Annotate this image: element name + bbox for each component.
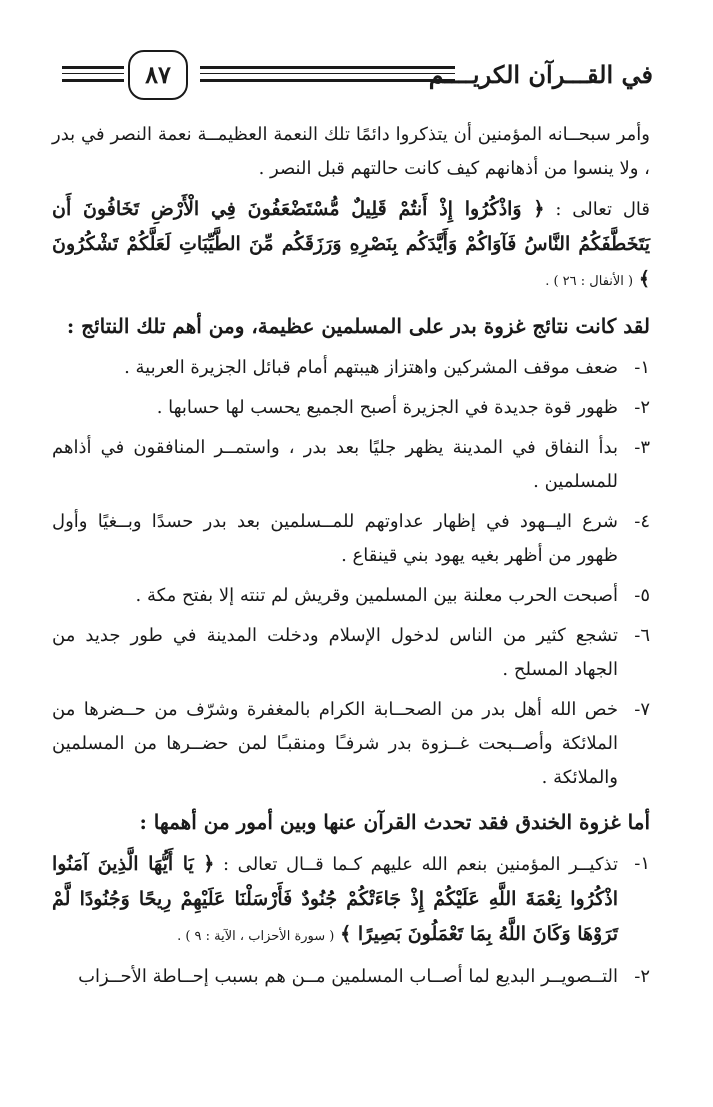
header-rule-left-top: [62, 66, 124, 69]
item-number: ٦-: [634, 625, 650, 646]
header-rule-right-top: [200, 66, 455, 69]
intro-paragraph: وأمر سبحــانه المؤمنين أن يتذكروا دائمًا تلك النعمة العظيمــة نعمة النصر في بدر ، ولا ينسوا من أذهانهم كيف كانت حالتهم قبل النصر .: [52, 124, 650, 179]
header-rule-right-mid: [200, 73, 455, 74]
item-text: شرع اليــهود في إظهار عداوتهم للمــسلمين بعد بدر حسدًا وبــغيًا وأول ظهور من أظهر بغيه يهود بني قينقاع .: [52, 511, 618, 566]
list-item: [52, 351, 650, 385]
item-text: ظهور قوة جديدة في الجزيرة أصبح الجميع يحسب لها حسابها .: [156, 397, 618, 418]
item-text: ضعف موقف المشركين واهتزاز هيبتهم أمام قبائل الجزيرة العربية .: [124, 357, 618, 378]
quran-verse-anfal: ﴿ وَاذْكُرُوا إِذْ أَنتُمْ قَلِيلٌ مُّسْتَضْعَفُونَ فِي الْأَرْضِ تَخَافُونَ أَن يَتَخَطَّفَكُمُ النَّاسُ فَآوَاكُمْ وَأَيَّدَكُم بِنَصْرِهِ وَرَزَقَكُم مِّنَ الطَّيِّبَاتِ لَعَلَّكُمْ تَشْكُرُونَ ﴾: [52, 198, 650, 290]
list-item: [52, 391, 650, 425]
item-number: ٥-: [634, 585, 650, 606]
list-item: [52, 505, 650, 573]
page-header: [0, 0, 713, 110]
item-text: خص الله أهل بدر من الصحــابة الكرام بالمغفرة وشرّف من حــضرها من الملائكة وأصــبحت غــزوة بدر شرفـًا ومنقبـًا لمن حضــرها من المسلمين والملائكة .: [52, 699, 618, 788]
list-item: [52, 579, 650, 613]
header-rule-left-mid: [62, 73, 124, 74]
page-body: [52, 118, 650, 1000]
list-item: [52, 847, 650, 954]
item-number: ٢-: [634, 397, 650, 418]
item-number: ٣-: [634, 437, 650, 458]
header-rule-left-bottom: [62, 79, 124, 82]
khandaq-heading: أما غزوة الخندق فقد تحدث القرآن عنها وبين أمور من أهمها :: [139, 810, 650, 834]
verse-reference-anfal: ( الأنفال : ٢٦ ) .: [545, 274, 634, 289]
item-number: ٤-: [634, 511, 650, 532]
item-text: التــصويــر البديع لما أصــاب المسلمين مــن هم بسبب إحــاطة الأحــزاب: [78, 966, 618, 987]
item-number: ٧-: [634, 699, 650, 720]
running-title: في القـــرآن الكريــــم: [428, 60, 653, 89]
item-text: بدأ النفاق في المدينة يظهر جليًا بعد بدر ، واستمــر المنافقون في أذاهم للمسلمين .: [52, 437, 618, 492]
item-number: ١-: [634, 357, 650, 378]
page-number: ٨٧: [128, 50, 188, 100]
list-item: [52, 431, 650, 499]
list-item: [52, 693, 650, 795]
list-item: [52, 619, 650, 687]
header-rule-right-bottom: [200, 79, 455, 82]
item-number: ٢-: [634, 966, 650, 987]
quran-verse-ahzab: ﴿ يَا أَيُّهَا الَّذِينَ آمَنُوا اذْكُرُوا نِعْمَةَ اللَّهِ عَلَيْكُمْ إِذْ جَاءَتْكُمْ جُنُودٌ فَأَرْسَلْنَا عَلَيْهِمْ رِيحًا وَجُنُودًا لَّمْ تَرَوْهَا وَكَانَ اللَّهُ بِمَا تَعْمَلُونَ بَصِيرًا ﴾: [52, 853, 618, 945]
item-text: أصبحت الحرب معلنة بين المسلمين وقريش لم تنته إلا بفتح مكة .: [135, 585, 618, 606]
verse-reference-ahzab: ( سورة الأحزاب ، الآية : ٩ ) .: [177, 929, 335, 944]
list-item: [52, 960, 650, 994]
badr-heading: لقد كانت نتائج غزوة بدر على المسلمين عظيمة، ومن أهم تلك النتائج :: [66, 314, 650, 338]
item-text: تذكيــر المؤمنين بنعم الله عليهم كـما قــال تعالى :: [223, 854, 618, 875]
item-number: ١-: [634, 853, 650, 874]
quote-intro: قال تعالى :: [555, 199, 650, 220]
item-text: تشجع كثير من الناس لدخول الإسلام ودخلت المدينة في طور جديد من الجهاد المسلح .: [52, 625, 618, 680]
quran-paragraph-anfal: [52, 192, 650, 299]
